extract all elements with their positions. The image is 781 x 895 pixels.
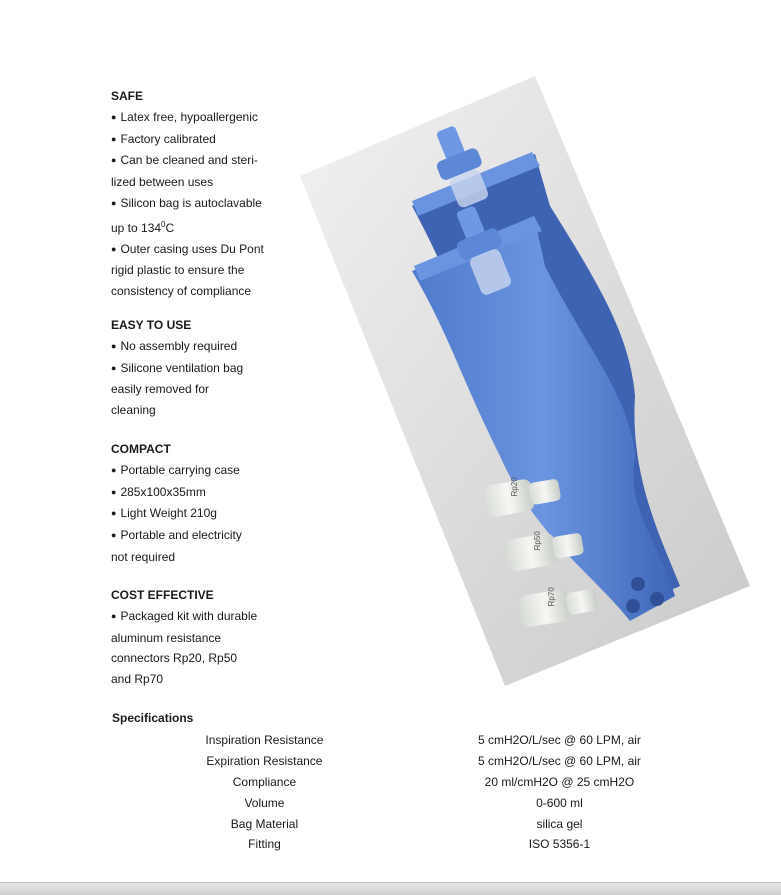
list-item: ● No assembly required bbox=[111, 336, 291, 358]
degree-sup: 0 bbox=[161, 219, 166, 229]
connector-label: Rp50 bbox=[533, 531, 543, 551]
spec-name: Bag Material bbox=[230, 816, 299, 831]
spec-value: 20 ml/cmH2O @ 25 cmH2O bbox=[484, 774, 635, 789]
spec-value: 0-600 ml bbox=[536, 795, 583, 810]
list-item: ● Outer casing uses Du Pont bbox=[111, 239, 291, 261]
list-item-continuation: easily removed for bbox=[111, 382, 210, 397]
list-item: ● Portable and electricity bbox=[111, 525, 291, 547]
list-item-continuation: connectors Rp20, Rp50 bbox=[111, 651, 238, 666]
table-row bbox=[160, 813, 720, 834]
temperature-text: up to 134 bbox=[111, 220, 162, 235]
list-item: ● Silicone ventilation bag bbox=[111, 358, 291, 380]
list-item: ● Portable carrying case bbox=[111, 460, 291, 482]
list-item: ● Packaged kit with durable bbox=[111, 606, 291, 628]
section-heading: COST EFFECTIVE bbox=[111, 588, 214, 602]
list-item-continuation: not required bbox=[111, 549, 176, 564]
spec-name: Volume bbox=[244, 795, 285, 810]
spec-name: Fitting bbox=[248, 837, 281, 852]
hole-1 bbox=[631, 577, 645, 591]
list-item-continuation: rigid plastic to ensure the bbox=[111, 263, 245, 278]
table-row bbox=[160, 772, 720, 793]
list-item: ● Silicon bag is autoclavable bbox=[111, 193, 291, 215]
table-row bbox=[160, 834, 720, 855]
product-photo bbox=[300, 76, 750, 686]
list-item: ● 285x100x35mm bbox=[111, 482, 291, 504]
list-item: ● Factory calibrated bbox=[111, 129, 291, 151]
bottom-scrollbar[interactable] bbox=[0, 882, 781, 895]
list-item: ● Can be cleaned and steri- bbox=[111, 150, 291, 172]
section-safe bbox=[111, 86, 291, 302]
section-compact bbox=[111, 439, 291, 568]
hole-3 bbox=[650, 592, 664, 606]
section-heading: COMPACT bbox=[111, 442, 171, 456]
section-easy-to-use bbox=[111, 315, 291, 421]
list-item-continuation: aluminum resistance bbox=[111, 630, 222, 645]
list-item-continuation: lized between uses bbox=[111, 175, 214, 190]
spec-name: Compliance bbox=[232, 774, 297, 789]
list-item-continuation bbox=[111, 215, 291, 239]
section-heading: SAFE bbox=[111, 89, 144, 103]
section-heading: EASY TO USE bbox=[111, 318, 192, 332]
spec-name: Expiration Resistance bbox=[206, 754, 323, 769]
spec-name: Inspiration Resistance bbox=[205, 733, 324, 748]
spec-value: ISO 5356-1 bbox=[528, 837, 591, 852]
list-item-continuation: cleaning bbox=[111, 403, 156, 418]
list-item: ● Light Weight 210g bbox=[111, 503, 291, 525]
specifications-table bbox=[160, 730, 720, 855]
list-item-continuation: and Rp70 bbox=[111, 672, 164, 687]
spec-value: silica gel bbox=[536, 816, 583, 831]
connector-label: Rp20 bbox=[510, 477, 520, 497]
hole-2 bbox=[626, 599, 640, 613]
list-item-continuation: consistency of compliance bbox=[111, 284, 252, 299]
specifications-title: Specifications bbox=[112, 711, 194, 725]
spec-value: 5 cmH2O/L/sec @ 60 LPM, air bbox=[478, 754, 641, 769]
table-row bbox=[160, 751, 720, 772]
spec-value: 5 cmH2O/L/sec @ 60 LPM, air bbox=[478, 733, 641, 748]
table-row bbox=[160, 792, 720, 813]
section-cost-effective bbox=[111, 585, 291, 690]
connector-label: Rp70 bbox=[547, 587, 557, 607]
degree-unit: C bbox=[165, 220, 175, 235]
table-row bbox=[160, 730, 720, 751]
list-item: ● Latex free, hypoallergenic bbox=[111, 107, 291, 129]
